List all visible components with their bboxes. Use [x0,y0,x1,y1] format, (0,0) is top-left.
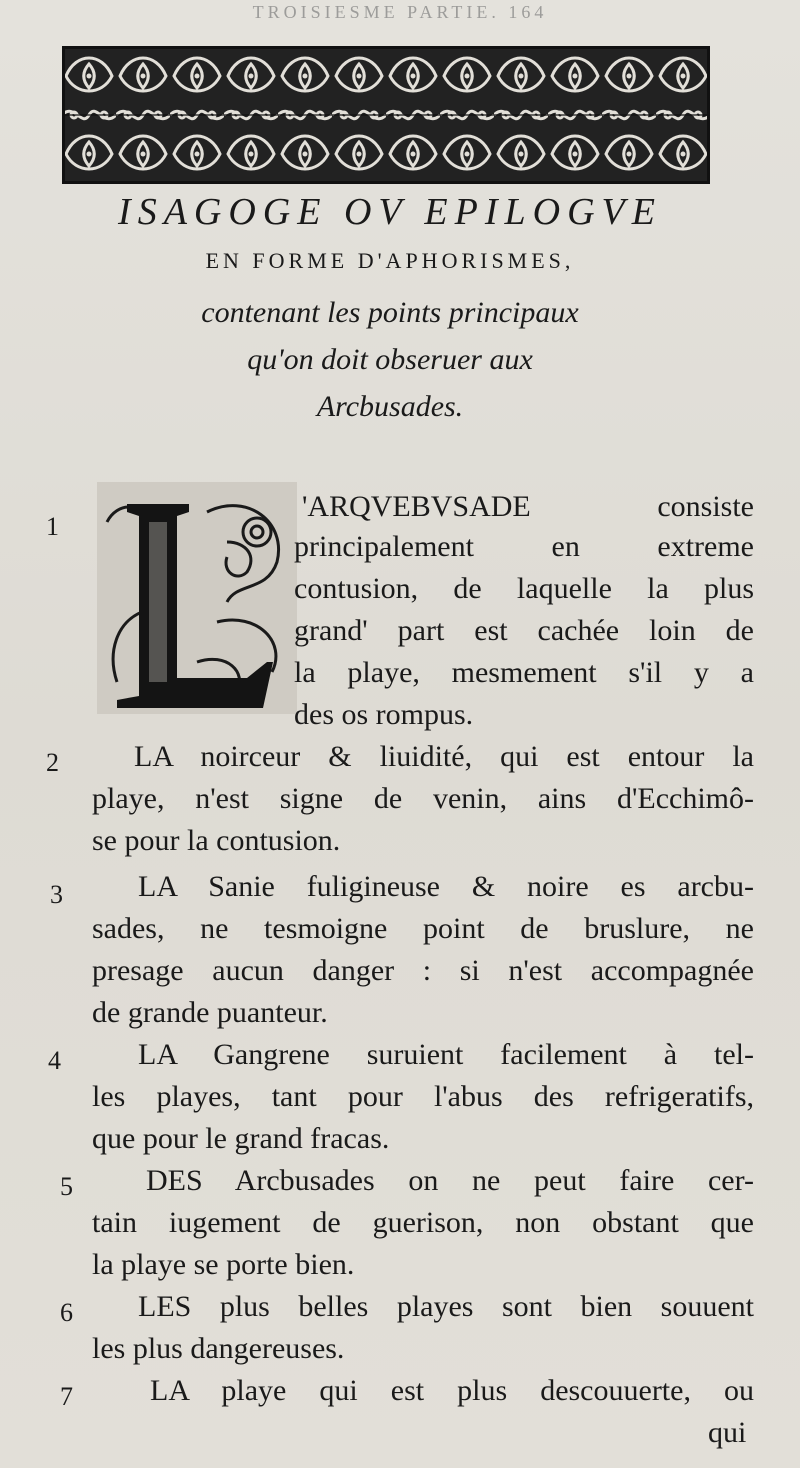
title-line-4: qu'on doit obseruer aux [247,343,533,376]
aphorism-line: contusion, de laquelle la plus [294,572,754,605]
aphorism-line: la playe se porte bien. [92,1248,355,1281]
aphorism-number: 4 [48,1046,61,1075]
aphorism-line: LA noirceur & liuidité, qui est entour la [134,740,754,773]
aphorism-line: grand' part est cachée loin de [294,614,754,647]
title-line-1: ISAGOGE OV EPILOGVE [118,191,662,233]
title-line-5: Arcbusades. [316,390,464,423]
running-head: TROISIESME PARTIE. 164 [252,2,548,22]
aphorism-line: de grande puanteur. [92,996,328,1029]
aphorism-line: principalement en extreme [294,530,754,563]
aphorism-line: la playe, mesmement s'il y a [294,656,754,689]
aphorism-line: des os rompus. [294,698,474,731]
aphorism-number: 6 [60,1298,73,1327]
aphorism-line: LA Sanie fuligineuse & noire es arcbu- [138,870,754,903]
title-line-2: EN FORME D'APHORISMES, [205,248,575,273]
ornamental-headpiece [62,46,710,184]
aphorism-line: sades, ne tesmoigne point de bruslure, ne [92,912,754,945]
aphorism-number: 7 [60,1382,73,1411]
aphorism-line: LES plus belles playes sont bien souuent [138,1290,754,1323]
aphorism-line: 'ARQVEBVSADE consiste [302,490,754,523]
aphorism-line: les plus dangereuses. [92,1332,345,1365]
aphorism-number: 1 [46,512,59,541]
aphorism-line: presage aucun danger : si n'est accompagnée [92,954,754,987]
aphorism-line: tain iugement de guerison, non obstant que [92,1206,754,1239]
aphorism-line: que pour le grand fracas. [92,1122,390,1155]
aphorism-line: LA playe qui est plus descouuerte, ou [150,1374,754,1407]
decorated-initial-l [97,482,297,714]
aphorism-line: se pour la contusion. [92,824,341,857]
title-line-3: contenant les points principaux [201,296,579,329]
aphorism-number: 2 [46,748,59,777]
aphorism-number: 3 [50,880,63,909]
aphorism-number: 5 [60,1172,73,1201]
catchword: qui [708,1416,747,1449]
aphorism-line: DES Arcbusades on ne peut faire cer- [146,1164,754,1197]
aphorism-line: les playes, tant pour l'abus des refrigeratifs, [92,1080,754,1113]
aphorism-line: LA Gangrene suruient facilement à tel- [138,1038,754,1071]
aphorism-line: playe, n'est signe de venin, ains d'Ecchimô- [92,782,754,815]
